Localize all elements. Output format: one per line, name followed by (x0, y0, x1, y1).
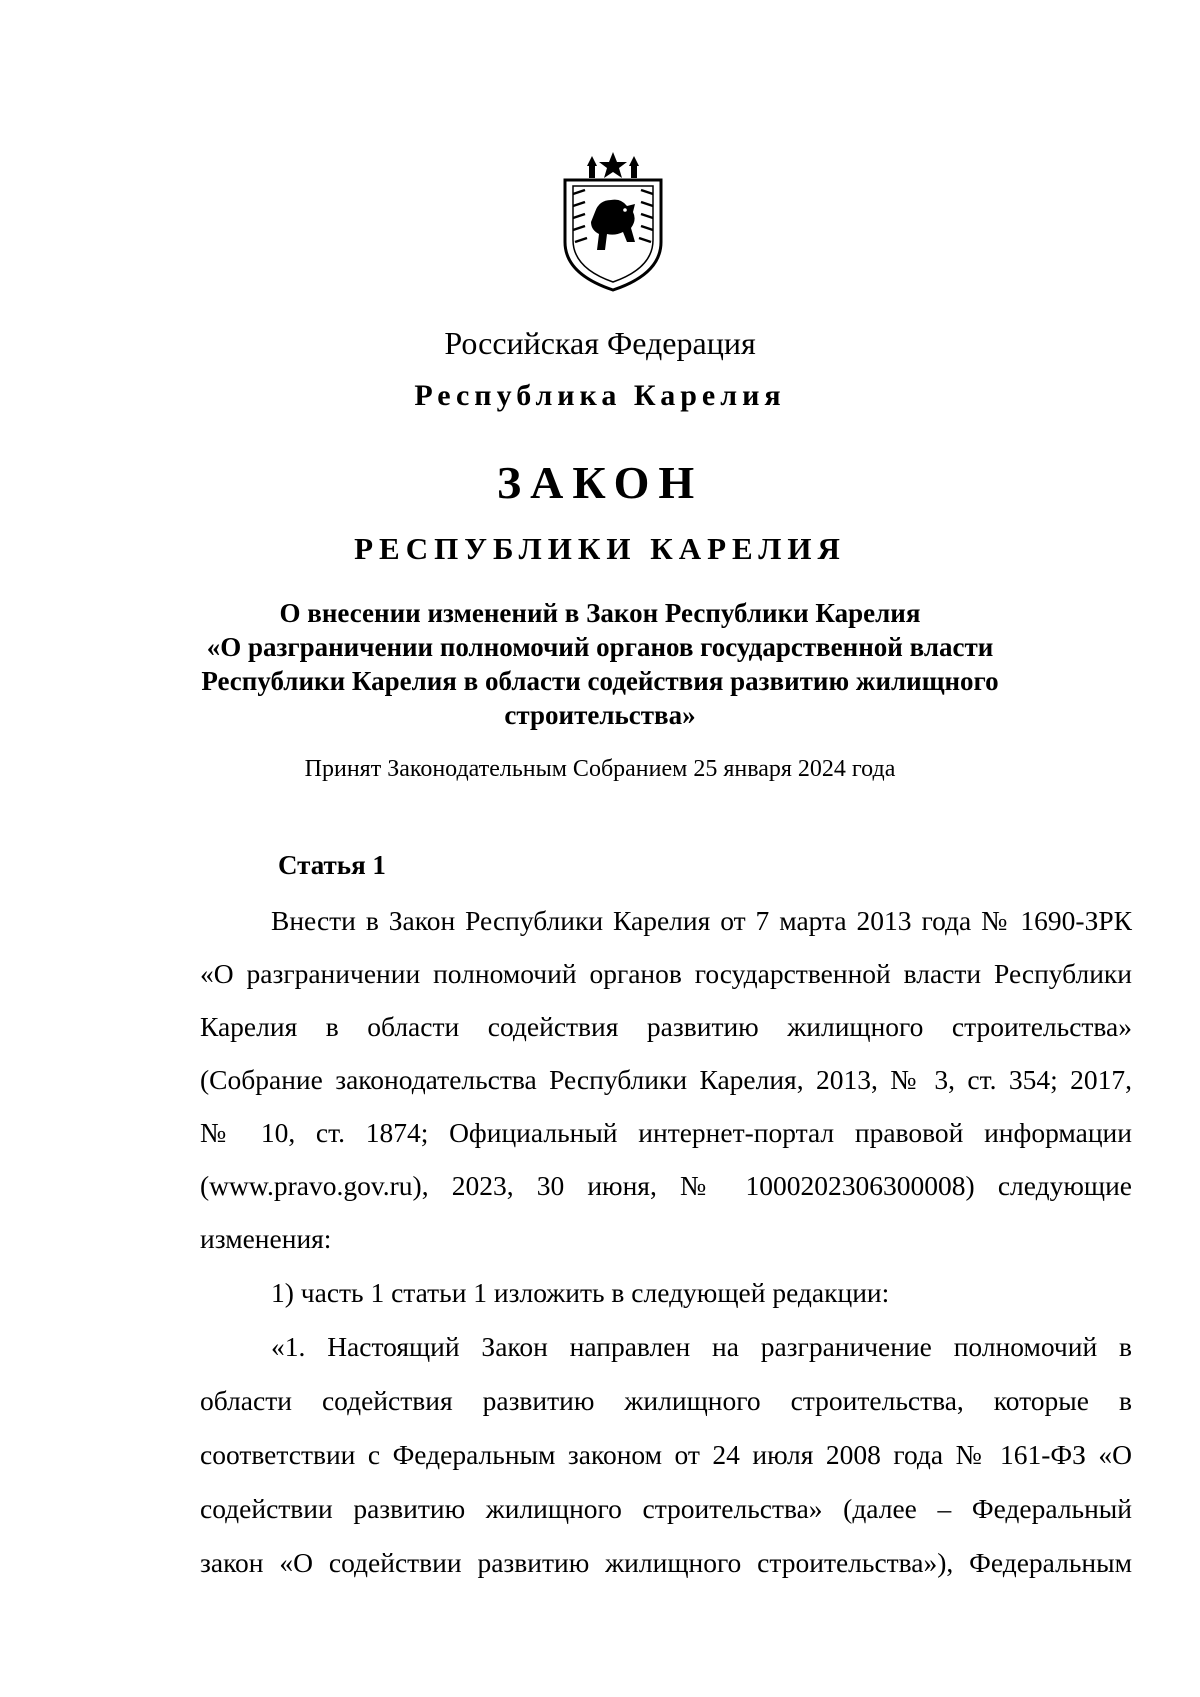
republic-name: Республика Карелия (414, 379, 786, 412)
article-text-line: 1) часть 1 статьи 1 изложить в следующей редакции: (271, 1277, 890, 1308)
document-type: ЗАКОН (496, 457, 704, 508)
article-text-line: Карелия в области содействия развитию жилищного строительства» (200, 1011, 1132, 1042)
article-text-line: «1. Настоящий Закон направлен на разграничение полномочий в (271, 1331, 1132, 1362)
article-text-line: Внести в Закон Республики Карелия от 7 марта 2013 года № 1690-ЗРК (271, 905, 1132, 936)
article-text-line: изменения: (200, 1223, 332, 1254)
country-name: Российская Федерация (444, 325, 756, 361)
article-text-line: «О разграничении полномочий органов государственной власти Республики (200, 958, 1132, 989)
law-title-line: Республики Карелия в области содействия развитию жилищного (201, 666, 999, 696)
article-text-line: соответствии с Федеральным законом от 24 июля 2008 года № 161-ФЗ «О (200, 1439, 1132, 1470)
article-text-line: области содействия развитию жилищного строительства, которые в (200, 1385, 1132, 1416)
law-title-line: «О разграничении полномочий органов государственной власти (206, 632, 994, 662)
article-text-line: (Собрание законодательства Республики Карелия, 2013, № 3, ст. 354; 2017, (200, 1064, 1132, 1095)
karelia-coat-of-arms-icon (555, 150, 671, 292)
law-title-line: О внесении изменений в Закон Республики Карелия (279, 598, 921, 628)
article-text-line: (www.pravo.gov.ru), 2023, 30 июня, № 1000202306300008) следующие (200, 1170, 1132, 1201)
article-text-line: № 10, ст. 1874; Официальный интернет-портал правовой информации (200, 1117, 1132, 1148)
document-issuer: РЕСПУБЛИКИ КАРЕЛИЯ (354, 531, 846, 566)
law-title-line: строительства» (504, 700, 696, 730)
article-text-line: содействии развитию жилищного строительства» (далее – Федеральный (200, 1493, 1132, 1524)
article-heading: Статья 1 (278, 850, 386, 880)
adoption-note: Принят Законодательным Собранием 25 января 2024 года (304, 756, 896, 782)
article-text-line: закон «О содействии развитию жилищного строительства»), Федеральным (200, 1547, 1132, 1578)
